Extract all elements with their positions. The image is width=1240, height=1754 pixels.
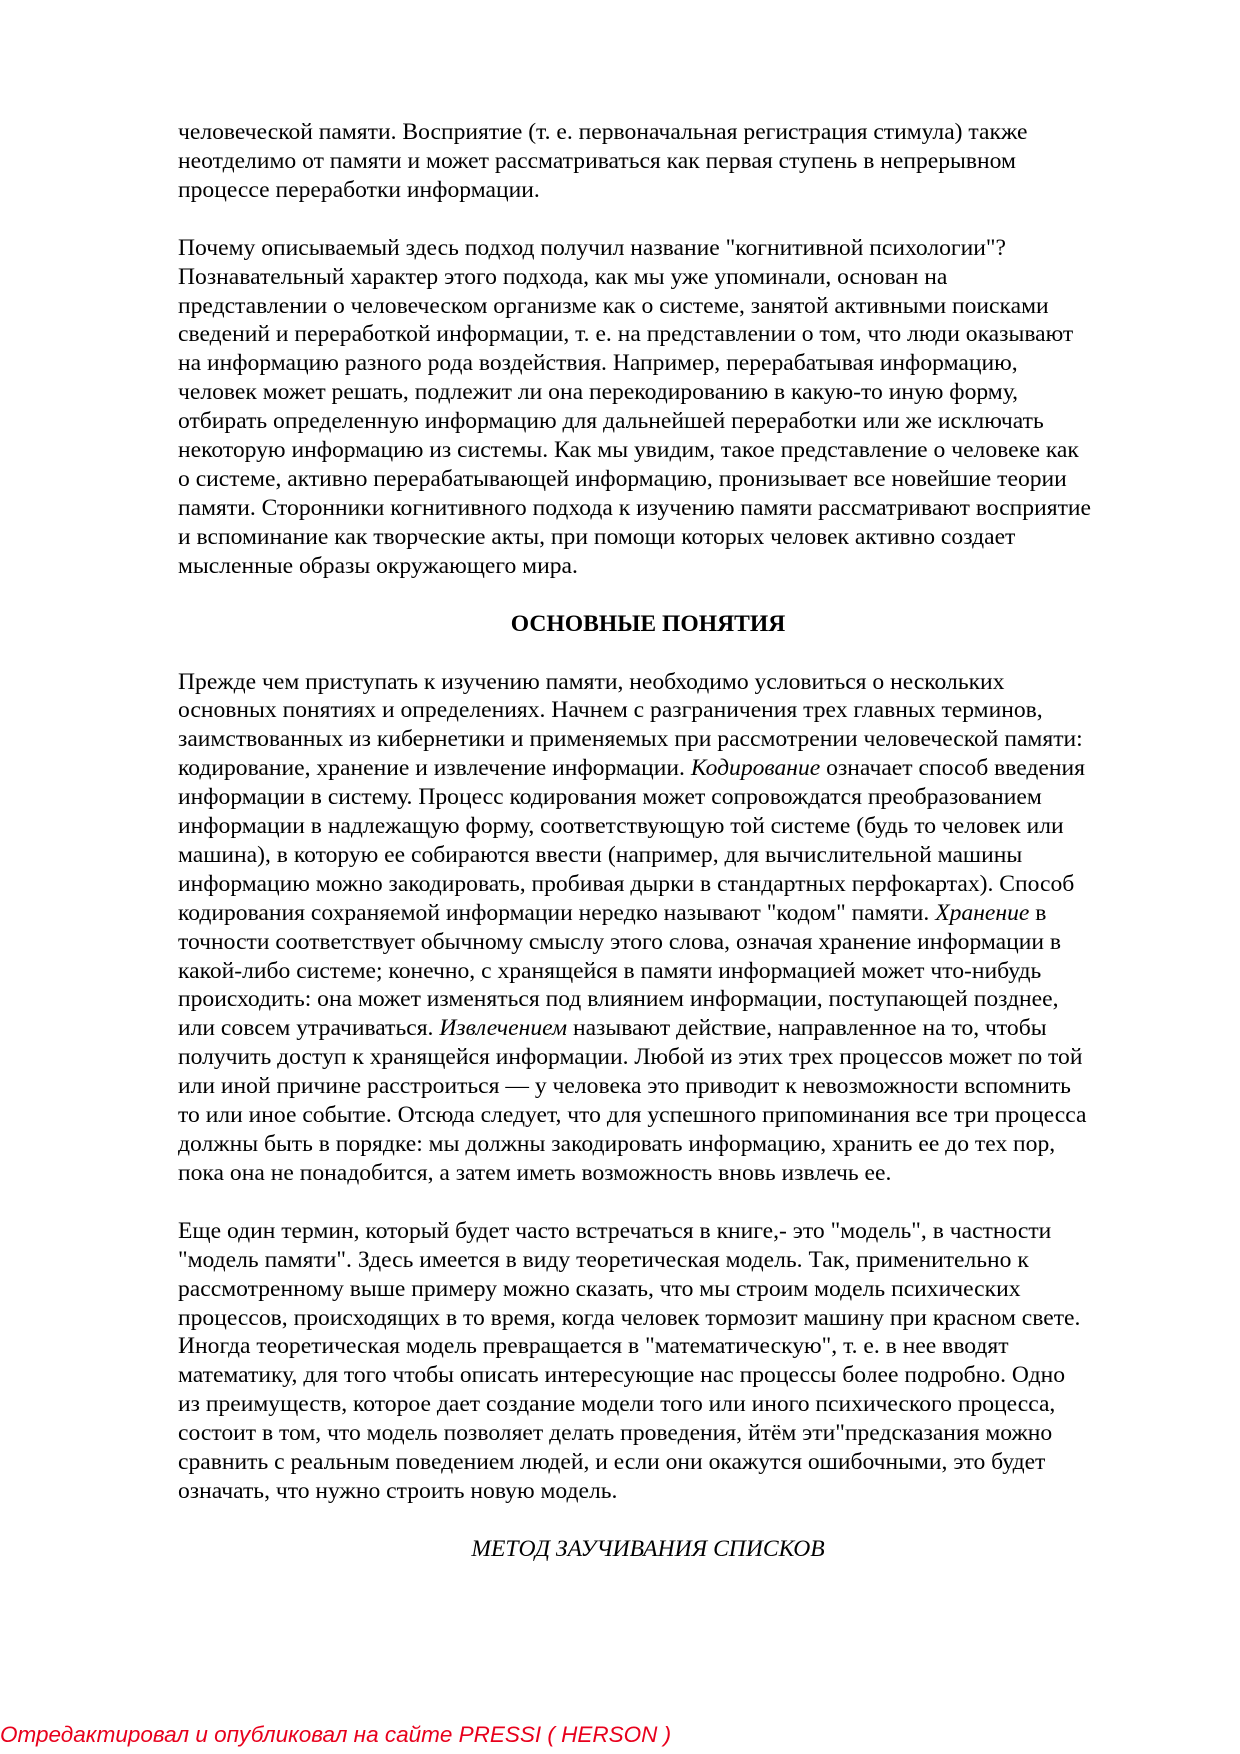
- section-heading-list-learning: МЕТОД ЗАУЧИВАНИЯ СПИСКОВ: [471, 1535, 825, 1562]
- text-fragment: означает способ введения: [820, 755, 1086, 782]
- text-column: [178, 118, 1158, 1564]
- text-line: получить доступ к хранящейся информации. Любой из этих трех процессов может по той: [178, 1044, 1083, 1071]
- text-line: Еще один термин, который будет часто встречаться в книге,- это "модель", в частности: [178, 1217, 1052, 1244]
- text-line: сравнить с реальным поведением людей, и если они окажутся ошибочными, это будет: [178, 1449, 1046, 1476]
- text-line: информацию можно закодировать, пробивая дырки в стандартных перфокартах). Способ: [178, 870, 1075, 897]
- text-line: означать, что нужно строить новую модель.: [178, 1477, 618, 1504]
- text-fragment: в: [1029, 899, 1047, 926]
- text-line: и вспоминание как творческие акты, при помощи которых человек активно создает: [178, 523, 1016, 550]
- text-line: [178, 754, 1158, 783]
- text-line: Иногда теоретическая модель превращается в "математическую", т. е. в нее вводят: [178, 1333, 1009, 1360]
- text-line: неотделимо от памяти и может рассматриваться как первая ступень в непрерывном: [178, 147, 1016, 174]
- text-line: человек может решать, подлежит ли она перекодированию в какую-то иную форму,: [178, 379, 1019, 406]
- text-line: то или иное событие. Отсюда следует, что для успешного припоминания все три процесса: [178, 1102, 1087, 1129]
- paragraph-intro-continuation: [178, 118, 1158, 205]
- text-line: процессов, происходящих в то время, когда человек тормозит машину при красном свете.: [178, 1304, 1081, 1331]
- text-line: заимствованных из кибернетики и применяемых при рассмотрении человеческой памяти:: [178, 726, 1083, 753]
- text-line: машина), в которую ее собираются ввести (например, для вычислительной машины: [178, 841, 1023, 868]
- text-line: мысленные образы окружающего мира.: [178, 552, 578, 579]
- text-line: информации в надлежащую форму, соответствующую той системе (будь то человек или: [178, 813, 1064, 840]
- text-line: математику, для того чтобы описать интересующие нас процессы более подробно. Одно: [178, 1362, 1066, 1389]
- text-line: на информацию разного рода воздействия. Например, перерабатывая информацию,: [178, 350, 1018, 377]
- text-line: Познавательный характер этого подхода, как мы уже упоминали, основан на: [178, 263, 948, 290]
- text-line: Почему описываемый здесь подход получил название "когнитивной психологии"?: [178, 234, 1006, 261]
- text-line: "модель памяти". Здесь имеется в виду теоретическая модель. Так, применительно к: [178, 1246, 1029, 1273]
- term-coding: Кодирование: [690, 755, 821, 782]
- text-fragment: или совсем утрачиваться.: [178, 1015, 440, 1042]
- text-line: рассмотренному выше примеру можно сказать, что мы строим модель психических: [178, 1275, 1021, 1302]
- text-line: основных понятиях и определениях. Начнем с разграничения трех главных терминов,: [178, 697, 1043, 724]
- text-fragment: называют действие, направленное на то, чтобы: [567, 1015, 1047, 1042]
- text-line: процессе переработки информации.: [178, 176, 540, 203]
- text-line: происходить: она может изменяться под влиянием информации, поступающей позднее,: [178, 986, 1059, 1013]
- paragraph-memory-model: [178, 1217, 1158, 1506]
- section-heading-basic-concepts: ОСНОВНЫЕ ПОНЯТИЯ: [510, 610, 786, 637]
- text-line: [178, 899, 1158, 928]
- text-line: пока она не понадобится, а затем иметь возможность вновь извлечь ее.: [178, 1159, 892, 1186]
- text-line: какой-либо системе; конечно, с хранящейся в памяти информацией может что-нибудь: [178, 957, 1042, 984]
- publisher-footer-note: Отредактировал и опубликовал на сайте PRESSI ( HERSON ): [0, 1722, 672, 1747]
- term-retrieval: Извлечением: [439, 1015, 568, 1042]
- text-line: памяти. Сторонники когнитивного подхода к изучению памяти рассматривают восприятие: [178, 494, 1091, 521]
- text-fragment: кодирования сохраняемой информации нередко называют "кодом" памяти.: [178, 899, 936, 926]
- text-line: информации в систему. Процесс кодирования может сопровождатся преобразованием: [178, 784, 1042, 811]
- text-line: отбирать определенную информацию для дальнейшей переработки или же исключать: [178, 408, 1044, 435]
- text-line: сведений и переработкой информации, т. е. на представлении о том, что люди оказывают: [178, 321, 1074, 348]
- paragraph-cognitive-psychology: [178, 234, 1158, 581]
- text-line: или иной причине расстроиться — у человека это приводит к невозможности вспомнить: [178, 1073, 1071, 1100]
- text-line: Прежде чем приступать к изучению памяти, необходимо условиться о нескольких: [178, 668, 1005, 695]
- text-fragment: кодирование, хранение и извлечение информации.: [178, 755, 691, 782]
- text-line: [178, 1014, 1158, 1043]
- text-line: из преимуществ, которое дает создание модели того или иного психического процесса,: [178, 1391, 1056, 1418]
- text-line: точности соответствует обычному смыслу этого слова, означая хранение информации в: [178, 928, 1062, 955]
- term-storage: Хранение: [935, 899, 1030, 926]
- text-line: о системе, активно перерабатывающей информацию, пронизывает все новейшие теории: [178, 465, 1067, 492]
- text-line: состоит в том, что модель позволяет делать проведения, йтём эти"предсказания можно: [178, 1420, 1053, 1447]
- text-line: некоторую информацию из системы. Как мы увидим, такое представление о человеке как: [178, 437, 1079, 464]
- text-line: человеческой памяти. Восприятие (т. е. первоначальная регистрация стимула) также: [178, 119, 1028, 145]
- paragraph-basic-concepts: [178, 668, 1158, 1188]
- text-line: представлении о человеческом организме как о системе, занятой активными поисками: [178, 292, 1049, 319]
- text-line: должны быть в порядке: мы должны закодировать информацию, хранить ее до тех пор,: [178, 1131, 1056, 1157]
